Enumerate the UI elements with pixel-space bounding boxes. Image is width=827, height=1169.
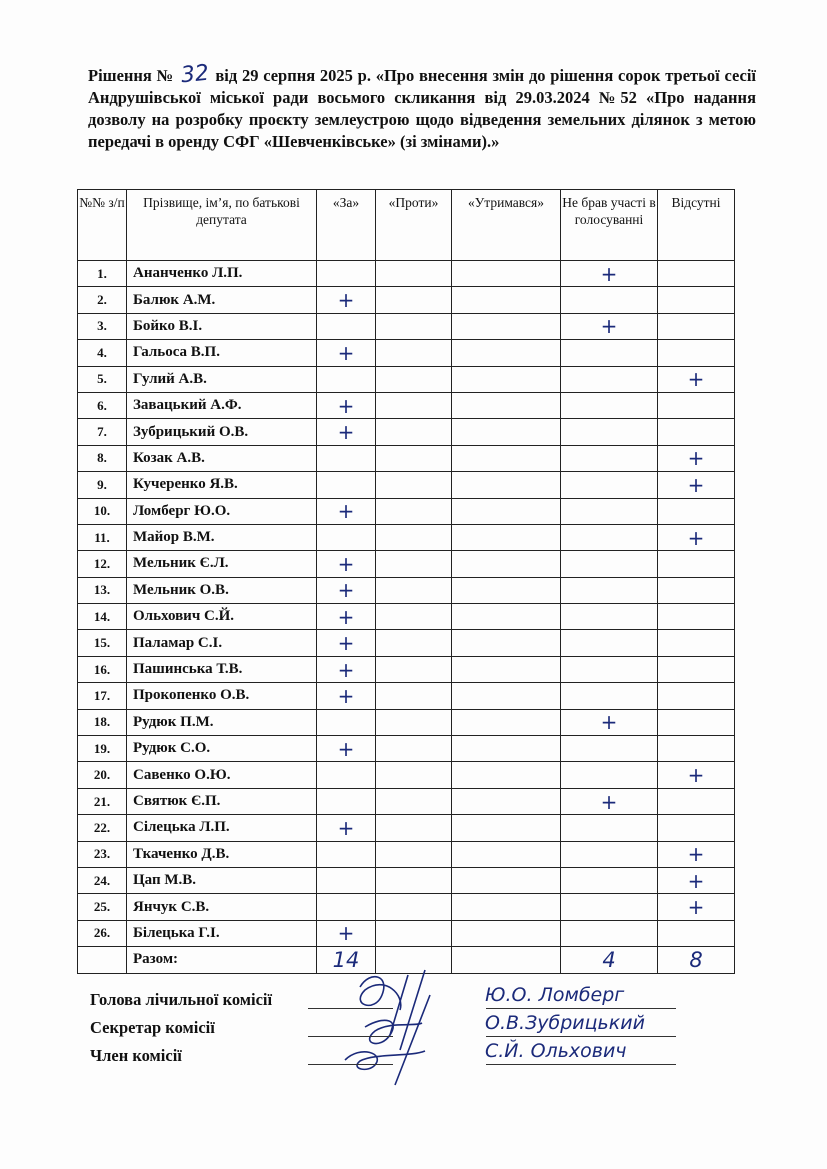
- mark-proty: [376, 419, 452, 445]
- name-line: [486, 1036, 676, 1037]
- row-number: 7.: [78, 419, 127, 445]
- mark-za: +: [317, 577, 376, 603]
- table-row: [78, 894, 735, 920]
- row-number: 11.: [78, 524, 127, 550]
- mark-vidsutni: [658, 815, 735, 841]
- table-row: [78, 366, 735, 392]
- mark-vidsutni: [658, 340, 735, 366]
- total-ne-brav: 4: [561, 947, 658, 973]
- mark-za: [317, 894, 376, 920]
- deputy-name: Білецька Г.І.: [127, 920, 317, 946]
- deputy-name: Балюк А.М.: [127, 287, 317, 313]
- mark-vidsutni: [658, 261, 735, 287]
- row-number: 21.: [78, 788, 127, 814]
- mark-ne-brav: [561, 445, 658, 471]
- table-row: [78, 313, 735, 339]
- mark-proty: [376, 656, 452, 682]
- mark-proty: [376, 472, 452, 498]
- row-number: 25.: [78, 894, 127, 920]
- mark-vidsutni: [658, 287, 735, 313]
- row-number: 16.: [78, 656, 127, 682]
- mark-ne-brav: [561, 551, 658, 577]
- table-row: [78, 709, 735, 735]
- decision-title: [88, 60, 757, 153]
- mark-vidsutni: +: [658, 841, 735, 867]
- mark-utrymavsia: [452, 656, 561, 682]
- mark-utrymavsia: [452, 392, 561, 418]
- table-row: [78, 867, 735, 893]
- signature-line: [308, 1036, 393, 1037]
- mark-ne-brav: +: [561, 788, 658, 814]
- table-row: [78, 551, 735, 577]
- signature-role: Член комісії: [90, 1046, 182, 1065]
- mark-proty: [376, 366, 452, 392]
- deputy-name: Козак А.В.: [127, 445, 317, 471]
- mark-ne-brav: +: [561, 709, 658, 735]
- mark-utrymavsia: [452, 867, 561, 893]
- row-number: 4.: [78, 340, 127, 366]
- mark-utrymavsia: [452, 419, 561, 445]
- mark-ne-brav: +: [561, 313, 658, 339]
- mark-ne-brav: +: [561, 261, 658, 287]
- mark-vidsutni: [658, 392, 735, 418]
- mark-za: +: [317, 551, 376, 577]
- mark-proty: [376, 736, 452, 762]
- mark-ne-brav: [561, 656, 658, 682]
- total-za: 14: [317, 947, 376, 973]
- mark-za: +: [317, 604, 376, 630]
- deputy-name: Пашинська Т.В.: [127, 656, 317, 682]
- mark-vidsutni: [658, 577, 735, 603]
- row-number: 14.: [78, 604, 127, 630]
- mark-proty: [376, 815, 452, 841]
- deputy-name: Рудюк С.О.: [127, 736, 317, 762]
- mark-utrymavsia: [452, 551, 561, 577]
- mark-ne-brav: [561, 815, 658, 841]
- mark-za: +: [317, 498, 376, 524]
- row-number: 18.: [78, 709, 127, 735]
- deputy-name: Бойко В.І.: [127, 313, 317, 339]
- name-line: [486, 1064, 676, 1065]
- deputy-name: Ананченко Л.П.: [127, 261, 317, 287]
- mark-za: [317, 709, 376, 735]
- mark-utrymavsia: [452, 920, 561, 946]
- mark-utrymavsia: [452, 366, 561, 392]
- mark-vidsutni: [658, 498, 735, 524]
- row-number: 24.: [78, 867, 127, 893]
- deputy-name: Завацький А.Ф.: [127, 392, 317, 418]
- mark-za: +: [317, 736, 376, 762]
- mark-za: +: [317, 815, 376, 841]
- mark-proty: [376, 920, 452, 946]
- col-header-vidsutni: Відсутні: [658, 190, 735, 261]
- signature-line: [308, 1008, 393, 1009]
- mark-vidsutni: [658, 604, 735, 630]
- mark-za: [317, 524, 376, 550]
- deputy-name: Сілецька Л.П.: [127, 815, 317, 841]
- signature-name: С.Й. Ольхович: [485, 1040, 627, 1062]
- col-header-utrymavsia: «Утримався»: [452, 190, 561, 261]
- signature-line: [308, 1064, 393, 1065]
- mark-proty: [376, 287, 452, 313]
- mark-za: +: [317, 392, 376, 418]
- signature-role: Секретар комісії: [90, 1018, 215, 1037]
- row-number: 2.: [78, 287, 127, 313]
- name-line: [486, 1008, 676, 1009]
- deputy-name: Гальоса В.П.: [127, 340, 317, 366]
- row-number: 3.: [78, 313, 127, 339]
- signature-name: Ю.О. Ломберг: [485, 984, 625, 1006]
- table-row: [78, 656, 735, 682]
- mark-za: [317, 445, 376, 471]
- mark-utrymavsia: [452, 736, 561, 762]
- table-row: [78, 392, 735, 418]
- mark-vidsutni: +: [658, 894, 735, 920]
- mark-utrymavsia: [452, 630, 561, 656]
- mark-ne-brav: [561, 392, 658, 418]
- table-row: [78, 630, 735, 656]
- row-number: 17.: [78, 683, 127, 709]
- table-body: [78, 261, 735, 947]
- mark-utrymavsia: [452, 287, 561, 313]
- mark-vidsutni: +: [658, 366, 735, 392]
- mark-vidsutni: +: [658, 762, 735, 788]
- mark-ne-brav: [561, 577, 658, 603]
- row-number: 19.: [78, 736, 127, 762]
- row-number: 12.: [78, 551, 127, 577]
- mark-utrymavsia: [452, 472, 561, 498]
- mark-proty: [376, 498, 452, 524]
- row-number: 10.: [78, 498, 127, 524]
- mark-za: [317, 472, 376, 498]
- voting-table: [77, 189, 735, 974]
- row-number: 6.: [78, 392, 127, 418]
- mark-za: +: [317, 419, 376, 445]
- table-row: [78, 445, 735, 471]
- mark-utrymavsia: [452, 261, 561, 287]
- row-number: 5.: [78, 366, 127, 392]
- table-header-row: [78, 190, 735, 261]
- mark-ne-brav: [561, 841, 658, 867]
- deputy-name: Мельник О.В.: [127, 577, 317, 603]
- mark-utrymavsia: [452, 524, 561, 550]
- deputy-name: Ломберг Ю.О.: [127, 498, 317, 524]
- mark-proty: [376, 630, 452, 656]
- mark-proty: [376, 841, 452, 867]
- table-row: [78, 788, 735, 814]
- mark-proty: [376, 392, 452, 418]
- title-start: Рішення №: [88, 66, 174, 85]
- totals-empty-cell: [78, 947, 127, 973]
- mark-za: +: [317, 656, 376, 682]
- mark-vidsutni: [658, 551, 735, 577]
- mark-utrymavsia: [452, 762, 561, 788]
- table-row: [78, 683, 735, 709]
- row-number: 20.: [78, 762, 127, 788]
- row-number: 26.: [78, 920, 127, 946]
- table-row: [78, 472, 735, 498]
- mark-proty: [376, 340, 452, 366]
- mark-za: [317, 867, 376, 893]
- mark-za: +: [317, 287, 376, 313]
- mark-ne-brav: [561, 498, 658, 524]
- row-number: 13.: [78, 577, 127, 603]
- mark-za: [317, 366, 376, 392]
- mark-utrymavsia: [452, 498, 561, 524]
- col-header-ne-brav: Не брав участі в голосуванні: [561, 190, 658, 261]
- mark-ne-brav: [561, 683, 658, 709]
- mark-vidsutni: [658, 419, 735, 445]
- mark-ne-brav: [561, 894, 658, 920]
- mark-vidsutni: [658, 788, 735, 814]
- table-row: [78, 261, 735, 287]
- deputy-name: Рудюк П.М.: [127, 709, 317, 735]
- mark-proty: [376, 604, 452, 630]
- mark-ne-brav: [561, 287, 658, 313]
- table-row: [78, 419, 735, 445]
- mark-vidsutni: +: [658, 472, 735, 498]
- col-header-za: «За»: [317, 190, 376, 261]
- mark-vidsutni: [658, 683, 735, 709]
- col-header-no: №№ з/п: [78, 190, 127, 261]
- deputy-name: Янчук С.В.: [127, 894, 317, 920]
- deputy-name: Ольхович С.Й.: [127, 604, 317, 630]
- mark-vidsutni: +: [658, 445, 735, 471]
- table-row: [78, 736, 735, 762]
- mark-utrymavsia: [452, 313, 561, 339]
- mark-za: [317, 762, 376, 788]
- mark-ne-brav: [561, 604, 658, 630]
- total-utrymavsia: [452, 947, 561, 973]
- mark-za: [317, 841, 376, 867]
- mark-ne-brav: [561, 630, 658, 656]
- deputy-name: Кучеренко Я.В.: [127, 472, 317, 498]
- total-vidsutni: 8: [658, 947, 735, 973]
- mark-za: [317, 788, 376, 814]
- mark-proty: [376, 867, 452, 893]
- mark-ne-brav: [561, 867, 658, 893]
- mark-ne-brav: [561, 736, 658, 762]
- mark-utrymavsia: [452, 815, 561, 841]
- mark-proty: [376, 551, 452, 577]
- deputy-name: Ткаченко Д.В.: [127, 841, 317, 867]
- mark-za: +: [317, 920, 376, 946]
- table-row: [78, 920, 735, 946]
- row-number: 22.: [78, 815, 127, 841]
- mark-utrymavsia: [452, 340, 561, 366]
- mark-proty: [376, 894, 452, 920]
- mark-ne-brav: [561, 762, 658, 788]
- deputy-name: Цап М.В.: [127, 867, 317, 893]
- mark-za: +: [317, 630, 376, 656]
- mark-za: [317, 261, 376, 287]
- table-row: [78, 498, 735, 524]
- mark-ne-brav: [561, 340, 658, 366]
- row-number: 15.: [78, 630, 127, 656]
- mark-proty: [376, 524, 452, 550]
- mark-proty: [376, 683, 452, 709]
- deputy-name: Прокопенко О.В.: [127, 683, 317, 709]
- deputy-name: Зубрицький О.В.: [127, 419, 317, 445]
- mark-vidsutni: +: [658, 524, 735, 550]
- deputy-name: Гулий А.В.: [127, 366, 317, 392]
- table-row: [78, 287, 735, 313]
- mark-proty: [376, 788, 452, 814]
- signature-role: Голова лічильної комісії: [90, 990, 273, 1009]
- mark-utrymavsia: [452, 709, 561, 735]
- table-row: [78, 340, 735, 366]
- mark-utrymavsia: [452, 894, 561, 920]
- mark-vidsutni: [658, 313, 735, 339]
- row-number: 1.: [78, 261, 127, 287]
- table-row: [78, 604, 735, 630]
- title-rest: від 29 серпня 2025 р. «Про внесення змін до рішення сорок третьої сесії Андрушівської міської ради восьмого скликання від 29.03.2024 №52 «Про надання дозволу на розробку проєкту землеустрою щодо відведення земельних ділянок з метою передачі в оренду СФГ «Шевченківське» (зі змінами).»: [88, 66, 757, 151]
- mark-proty: [376, 445, 452, 471]
- mark-proty: [376, 762, 452, 788]
- mark-ne-brav: [561, 920, 658, 946]
- table-row: [78, 815, 735, 841]
- mark-proty: [376, 313, 452, 339]
- mark-vidsutni: [658, 630, 735, 656]
- row-number: 8.: [78, 445, 127, 471]
- mark-proty: [376, 261, 452, 287]
- table-row: [78, 524, 735, 550]
- deputy-name: Паламар С.І.: [127, 630, 317, 656]
- deputy-name: Святюк Є.П.: [127, 788, 317, 814]
- mark-za: [317, 313, 376, 339]
- row-number: 9.: [78, 472, 127, 498]
- mark-ne-brav: [561, 419, 658, 445]
- signature-block: [90, 984, 710, 1074]
- row-number: 23.: [78, 841, 127, 867]
- signature-name: О.В.Зубрицький: [485, 1012, 645, 1034]
- deputy-name: Мельник Є.Л.: [127, 551, 317, 577]
- mark-za: +: [317, 340, 376, 366]
- mark-vidsutni: +: [658, 867, 735, 893]
- mark-vidsutni: [658, 656, 735, 682]
- mark-ne-brav: [561, 524, 658, 550]
- deputy-name: Майор В.М.: [127, 524, 317, 550]
- col-header-name: Прізвище, ім’я, по батькові депутата: [127, 190, 317, 261]
- col-header-proty: «Проти»: [376, 190, 452, 261]
- table-row: [78, 577, 735, 603]
- mark-vidsutni: [658, 709, 735, 735]
- table-row: [78, 762, 735, 788]
- mark-utrymavsia: [452, 577, 561, 603]
- mark-proty: [376, 577, 452, 603]
- mark-vidsutni: [658, 920, 735, 946]
- mark-proty: [376, 709, 452, 735]
- mark-ne-brav: [561, 472, 658, 498]
- mark-vidsutni: [658, 736, 735, 762]
- deputy-name: Савенко О.Ю.: [127, 762, 317, 788]
- mark-utrymavsia: [452, 604, 561, 630]
- mark-utrymavsia: [452, 445, 561, 471]
- table-row: [78, 841, 735, 867]
- decision-number: 32: [179, 60, 210, 89]
- mark-utrymavsia: [452, 683, 561, 709]
- mark-za: +: [317, 683, 376, 709]
- totals-label: Разом:: [127, 947, 317, 973]
- signature-row: [90, 1040, 710, 1074]
- mark-ne-brav: [561, 366, 658, 392]
- mark-utrymavsia: [452, 841, 561, 867]
- mark-utrymavsia: [452, 788, 561, 814]
